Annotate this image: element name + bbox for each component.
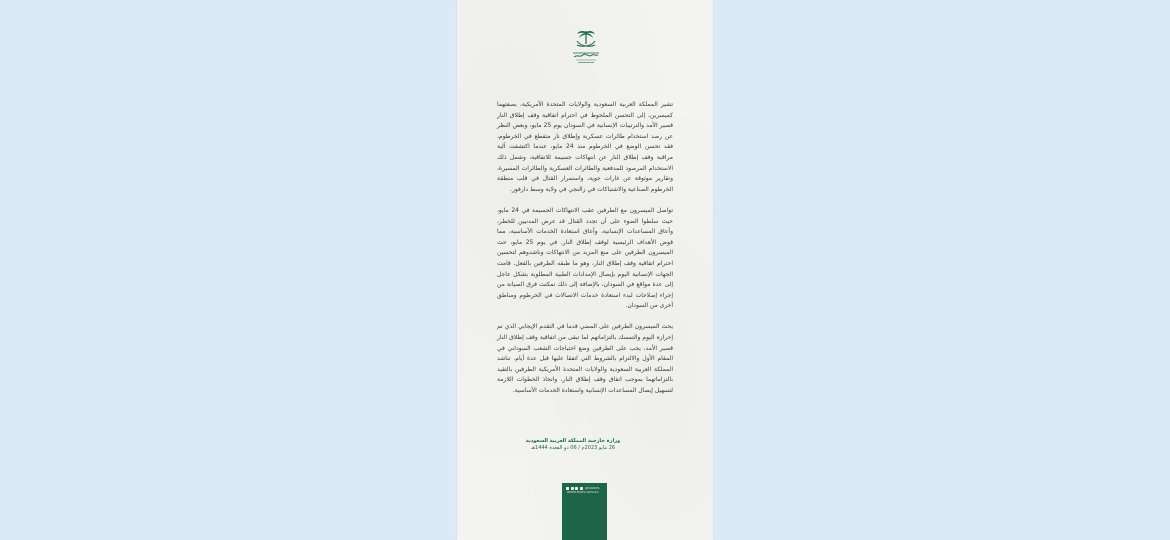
signature-block (520, 438, 626, 452)
paragraph-2: تواصل الميسرون مع الطرفين عقب الانتهاكات الجسيمة في 24 مايو، حيث سلطوا الضوء على أن تجدد القتال قد عرض المدنيين للخطر، وأعاق المساعدات الإنسانية، وأعاق استعادة الخدمات الأساسية، مما قوض الأهداف الرئيسية لوقف إطلاق النار. في يوم 25 مايو، حث الميسرون الطرفين على منع المزيد من الانتهاكات وناشدوهم لتحسين احترام اتفاقية وقف إطلاق النار، وهو ما طبقه الطرفين بالفعل. قامت الجهات الإنسانية اليوم بإيصال الإمدادات الطبية المطلوبة بشكل عاجل إلى عدة مواقع في السودان، بالإضافة إلى ذلك تمكنت فرق الصيانة من إجراء إصلاحات لبدء استعادة خدمات الاتصالات في الخرطوم ومناطق أخرى من السودان. (497, 206, 674, 310)
paragraph-3: يحث الميسرون الطرفين على المضي قدما في التقدم الإيجابي الذي تم إحرازه اليوم والتمسك بالتزاماتهم لما تبقى من اتفاقية وقف إطلاق النار قصير الأمد، يجب على الطرفين وضع احتياجات الشعب السوداني في المقام الأول والالتزام بالشروط التي اتفقا عليها قبل عدة أيام. تناشد المملكة العربية السعودية والولايات المتحدة الأمريكية الطرفين بالتقيد بالتزاماتهما بموجب اتفاق وقف إطلاق النار، واتخاذ الخطوات اللازمة لتسهيل إيصال المساعدات الإنسانية واستعادة الخدمات الأساسية. (497, 323, 673, 395)
signature-date: 26 مايو 2023م / 06 ذو القعدة 1444هـ (530, 445, 616, 451)
paragraph-1: تشير المملكة العربية السعودية والولايات المتحدة الأمريكية، بصفتهما كميسرين، إلى التحسن الملحوظ في احترام اتفاقية وقف إطلاق النار قصير الأمد والترتيبات الإنسانية في السودان يوم 25 مايو، وبعض النظر عن رصد استخدام طائرات عسكرية وإطلاق نار متقطع في الخرطوم، فقد تحسن الوضع في الخرطوم منذ 24 مايو، عندما اكتشفت آلية مراقبة وقف إطلاق النار عن انتهاكات جسيمة للاتفاقية، وشمل ذلك الاستخدام المرصود للمدفعية والطائرات العسكرية والطائرات المسيرة، وتقارير موثوقة عن غارات جوية، واستمرار القتال في قلب منطقة الخرطوم الصناعية والاشتباكات في زالنجي في ولاية وسط دارفور. (497, 101, 673, 193)
social-handle: @KSAMOFA (585, 486, 600, 490)
signature-ministry: وزارة خارجية المملكة العربية السعودية (525, 438, 621, 444)
ministry-emblem-icon (568, 27, 604, 65)
statement-body (497, 100, 673, 407)
website-url[interactable]: WWW.MOFA.GOV.SA (567, 490, 599, 494)
footer-brand-box (562, 483, 607, 540)
